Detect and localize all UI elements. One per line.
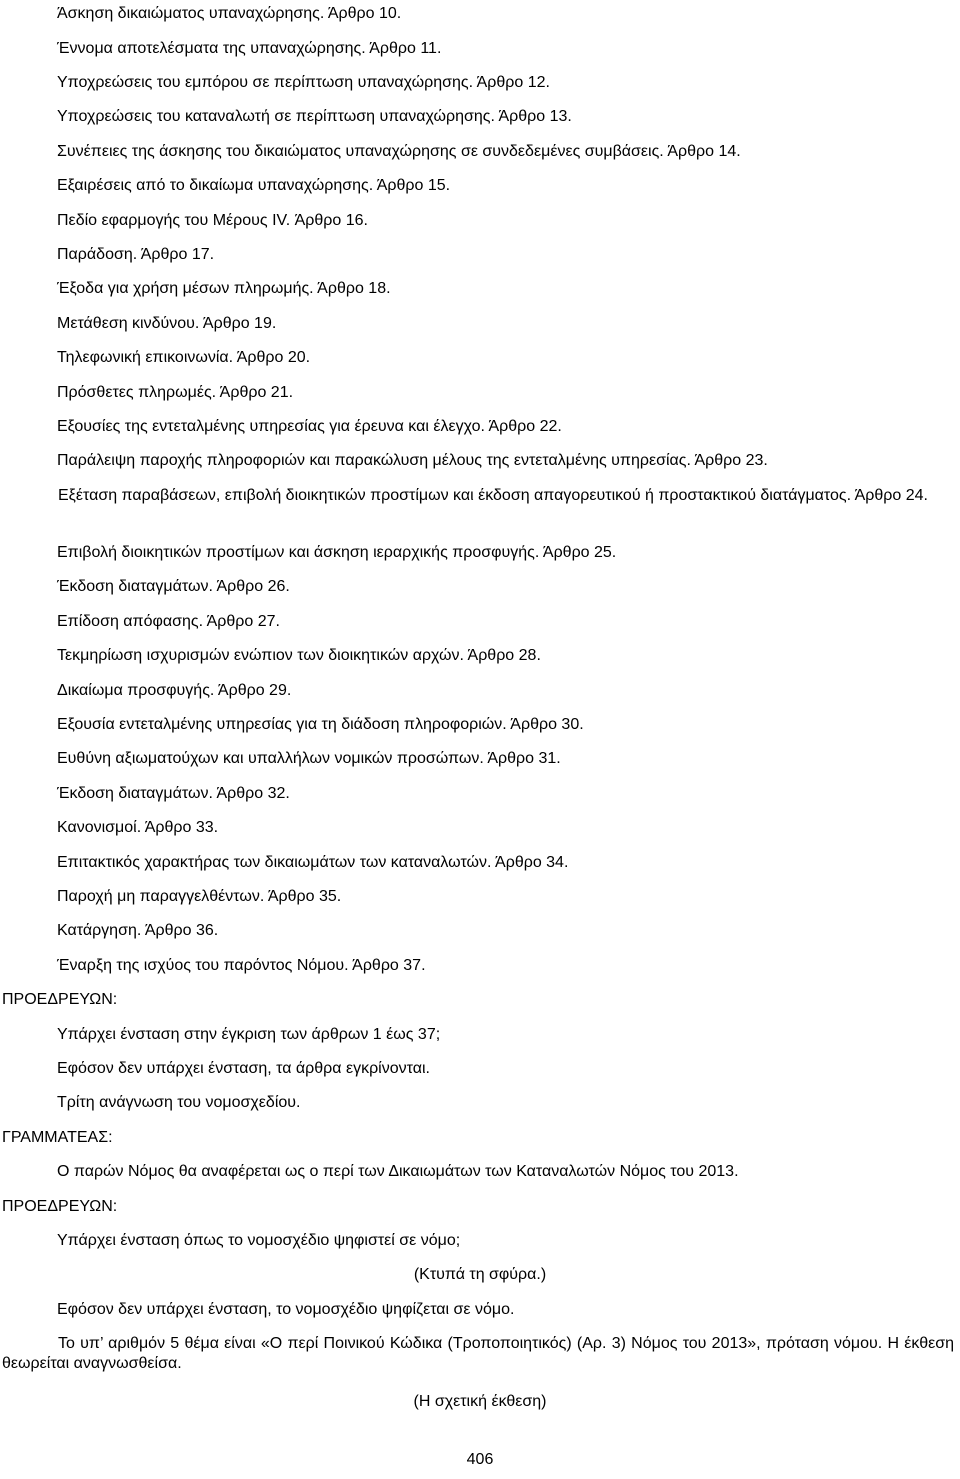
article-item: Παράλειψη παροχής πληροφοριών και παρακώλυση μέλους της εντεταλμένης υπηρεσίας. Άρθρο 23. — [57, 452, 768, 469]
article-item: Επιτακτικός χαρακτήρας των δικαιωμάτων των καταναλωτών. Άρθρο 34. — [57, 854, 569, 871]
article-item: Έκδοση διαταγμάτων. Άρθρο 32. — [57, 785, 290, 802]
article-item: Υποχρεώσεις του καταναλωτή σε περίπτωση υπαναχώρησης. Άρθρο 13. — [57, 108, 572, 125]
article-item: Παροχή μη παραγγελθέντων. Άρθρο 35. — [57, 888, 342, 905]
article-item: Μετάθεση κινδύνου. Άρθρο 19. — [57, 315, 277, 332]
speaker-label: ΠΡΟΕΔΡΕΥΩΝ: — [2, 991, 118, 1008]
article-item: Άσκηση δικαιώματος υπαναχώρησης. Άρθρο 10. — [57, 5, 402, 22]
article-item: Κανονισμοί. Άρθρο 33. — [57, 819, 219, 836]
article-item: Έξοδα για χρήση μέσων πληρωμής. Άρθρο 18. — [57, 280, 391, 297]
speaker-label: ΓΡΑΜΜΑΤΕΑΣ: — [2, 1129, 113, 1146]
stage-note: (Η σχετική έκθεση) — [413, 1393, 547, 1410]
page-number: 406 — [466, 1451, 494, 1468]
speech-paragraph: Το υπ’ αριθμόν 5 θέμα είναι «Ο περί Ποινικού Κώδικα (Τροποποιητικός) (Αρ. 3) Νόμος του 2013», πρόταση νόμου. Η έκθεση θεωρείται αναγνωσθείσα. — [2, 1335, 954, 1372]
article-item: Επιβολή διοικητικών προστίμων και άσκηση ιεραρχικής προσφυγής. Άρθρο 25. — [57, 544, 617, 561]
article-item: Ευθύνη αξιωματούχων και υπαλλήλων νομικών προσώπων. Άρθρο 31. — [57, 750, 561, 767]
article-item: Έννομα αποτελέσματα της υπαναχώρησης. Άρθρο 11. — [57, 40, 442, 57]
article-item: Έκδοση διαταγμάτων. Άρθρο 26. — [57, 578, 290, 595]
speech-line: Εφόσον δεν υπάρχει ένσταση, το νομοσχέδιο ψηφίζεται σε νόμο. — [57, 1301, 515, 1318]
article-item: Τεκμηρίωση ισχυρισμών ενώπιον των διοικητικών αρχών. Άρθρο 28. — [57, 647, 541, 664]
speech-line: Εφόσον δεν υπάρχει ένσταση, τα άρθρα εγκρίνονται. — [57, 1060, 430, 1077]
speech-line: Υπάρχει ένσταση όπως το νομοσχέδιο ψηφιστεί σε νόμο; — [57, 1232, 461, 1249]
article-item: Παράδοση. Άρθρο 17. — [57, 246, 215, 263]
article-item: Εξέταση παραβάσεων, επιβολή διοικητικών προστίμων και έκδοση απαγορευτικού ή προστακτικού διατάγματος. Άρθρο 24. — [58, 487, 928, 504]
article-item: Συνέπειες της άσκησης του δικαιώματος υπαναχώρησης σε συνδεδεμένες συμβάσεις. Άρθρο 14. — [57, 143, 741, 160]
stage-direction: (Κτυπά τη σφύρα.) — [413, 1266, 547, 1283]
article-item: Πρόσθετες πληρωμές. Άρθρο 21. — [57, 384, 294, 401]
article-item: Τηλεφωνική επικοινωνία. Άρθρο 20. — [57, 349, 311, 366]
speech-line: Ο παρών Νόμος θα αναφέρεται ως ο περί των Δικαιωμάτων των Καταναλωτών Νόμος του 2013. — [57, 1163, 739, 1180]
article-item: Πεδίο εφαρμογής του Μέρους IV. Άρθρο 16. — [57, 212, 368, 229]
article-item: Κατάργηση. Άρθρο 36. — [57, 922, 219, 939]
speech-line: Τρίτη ανάγνωση του νομοσχεδίου. — [57, 1094, 301, 1111]
article-item: Εξουσίες της εντεταλμένης υπηρεσίας για έρευνα και έλεγχο. Άρθρο 22. — [57, 418, 562, 435]
article-item: Υποχρεώσεις του εμπόρου σε περίπτωση υπαναχώρησης. Άρθρο 12. — [57, 74, 550, 91]
article-item: Επίδοση απόφασης. Άρθρο 27. — [57, 613, 280, 630]
article-item: Εξουσία εντεταλμένης υπηρεσίας για τη διάδοση πληροφοριών. Άρθρο 30. — [57, 716, 584, 733]
speech-line: Υπάρχει ένσταση στην έγκριση των άρθρων 1 έως 37; — [57, 1026, 441, 1043]
article-item: Έναρξη της ισχύος του παρόντος Νόμου. Άρθρο 37. — [57, 957, 426, 974]
article-item: Εξαιρέσεις από το δικαίωμα υπαναχώρησης. Άρθρο 15. — [57, 177, 451, 194]
article-item: Δικαίωμα προσφυγής. Άρθρο 29. — [57, 682, 292, 699]
speaker-label: ΠΡΟΕΔΡΕΥΩΝ: — [2, 1198, 118, 1215]
